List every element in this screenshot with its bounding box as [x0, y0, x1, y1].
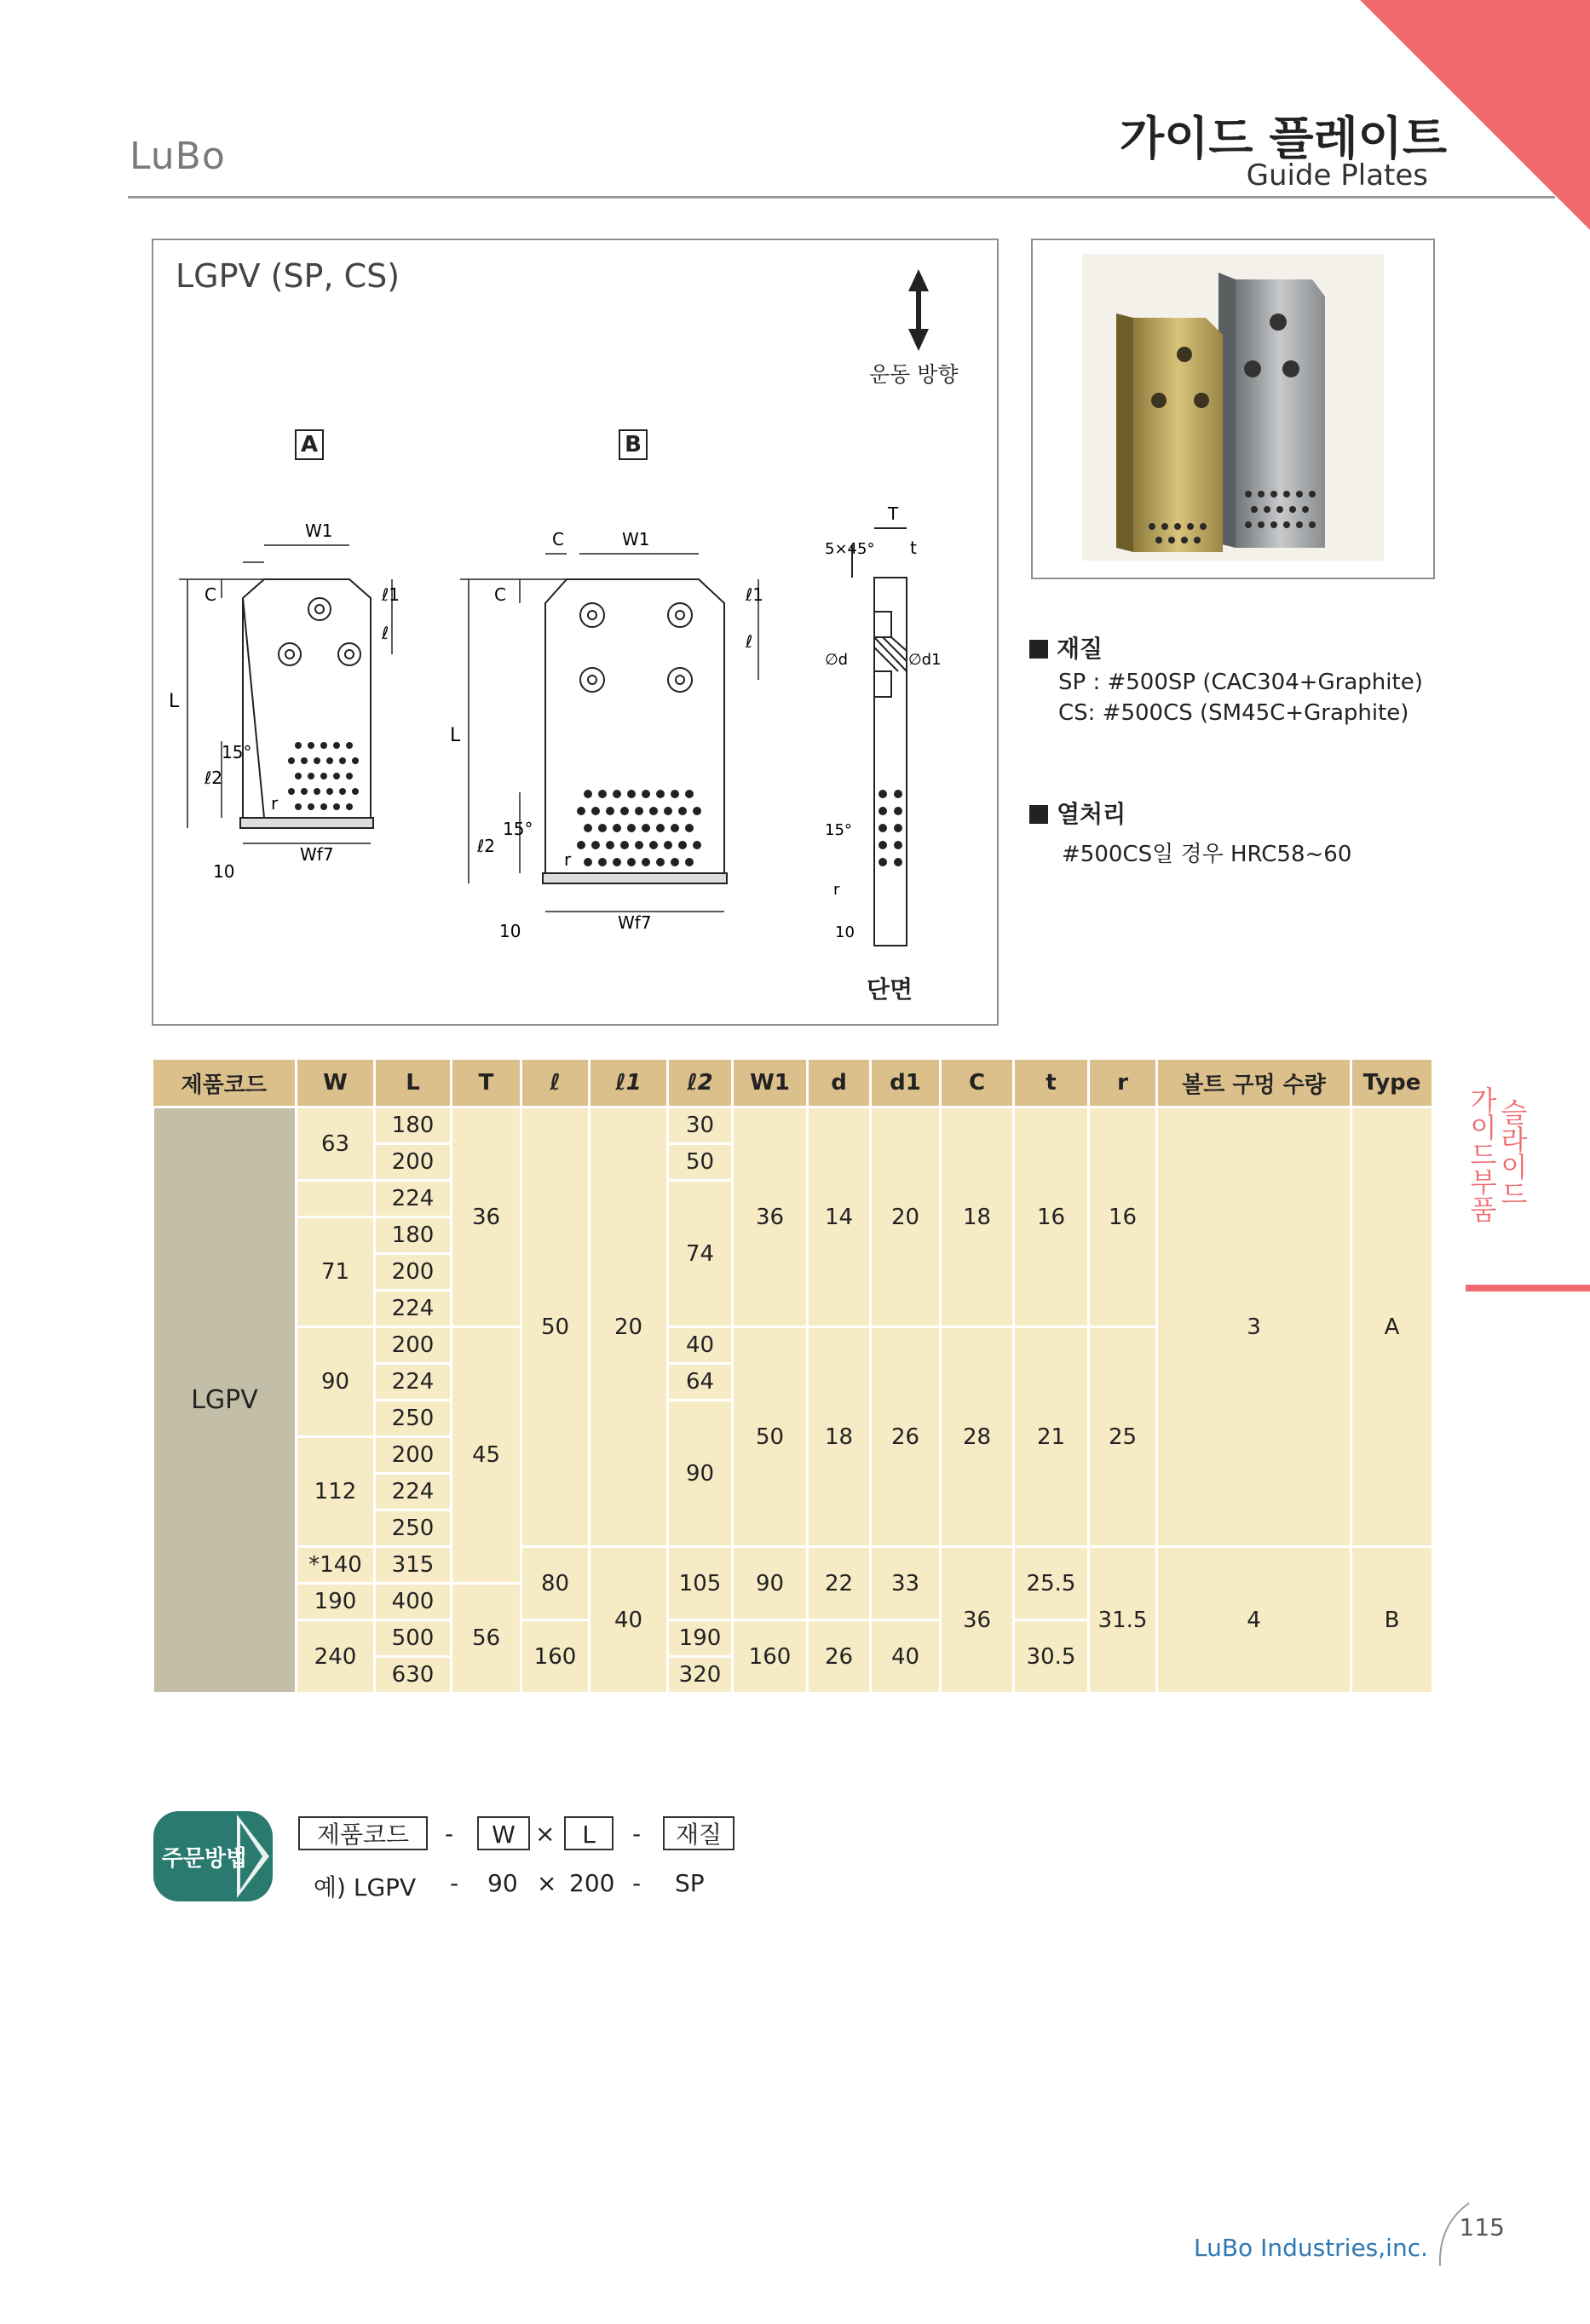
col-header: r [1089, 1060, 1157, 1107]
order-badge [152, 1809, 274, 1903]
cell-bolt: 4 [1157, 1547, 1351, 1694]
cell-ell1: 40 [590, 1547, 668, 1694]
cell-w1: 50 [733, 1327, 808, 1547]
type-a-label: A [295, 429, 324, 460]
cell-l: 180 [375, 1107, 452, 1144]
cell-ell: 160 [521, 1620, 590, 1694]
dim-L-b: L [450, 725, 461, 746]
cell-w-blank [297, 1181, 375, 1217]
motion-arrow-icon [902, 267, 936, 353]
dim-angle-b: 15° [503, 819, 533, 839]
dim-d: ∅d [825, 651, 849, 669]
cell-ell2: 64 [668, 1364, 733, 1401]
drawing-type-a [162, 503, 409, 895]
order-example-w: 90 [487, 1869, 518, 1897]
motion-direction-label: 운동 방향 [869, 362, 959, 387]
drawing-section [818, 494, 942, 954]
cell-ell2: 105 [668, 1547, 733, 1620]
cell-t-small: 16 [1014, 1107, 1089, 1327]
order-times: × [535, 1820, 556, 1848]
drawing-title: LGPV (SP, CS) [176, 257, 400, 295]
order-dash: - [632, 1820, 642, 1848]
logo: LuBo [130, 135, 226, 178]
table-row [153, 1107, 1433, 1144]
spec-table [152, 1060, 1434, 1694]
cell-type: B [1351, 1547, 1433, 1694]
cell-l: 224 [375, 1474, 452, 1510]
cell-l: 224 [375, 1364, 452, 1401]
cell-l: 224 [375, 1291, 452, 1327]
heat-line: #500CS일 경우 HRC58~60 [1062, 842, 1352, 867]
order-example-dash: - [632, 1869, 642, 1897]
dim-r-a: r [271, 793, 279, 814]
cell-l: 630 [375, 1657, 452, 1694]
cell-d: 14 [808, 1107, 871, 1327]
order-example-times: × [537, 1869, 557, 1897]
dim-angle-s: 15° [825, 821, 852, 839]
dim-r-b: r [564, 849, 572, 870]
cell-ell1: 20 [590, 1107, 668, 1547]
dim-l2-b: ℓ2 [477, 836, 495, 856]
order-w-box: W [477, 1816, 530, 1850]
cell-r: 31.5 [1089, 1547, 1157, 1694]
cell-d: 18 [808, 1327, 871, 1547]
order-example-material: SP [675, 1869, 705, 1897]
cell-t-small: 21 [1014, 1327, 1089, 1547]
cell-ell2: 320 [668, 1657, 733, 1694]
side-tab-slide: 슬 라 이 드 [1501, 1096, 1528, 1211]
cell-t: 56 [452, 1584, 521, 1694]
cell-d: 26 [808, 1620, 871, 1694]
page-number: 115 [1459, 2213, 1505, 2241]
cell-l: 200 [375, 1144, 452, 1181]
cell-l: 315 [375, 1547, 452, 1584]
side-tab-guide-parts: 가 이 드 부 품 [1470, 1084, 1497, 1226]
side-tab-bar [1466, 1285, 1590, 1291]
dim-l1-b: ℓ1 [746, 584, 763, 605]
col-header: W [297, 1060, 375, 1107]
table-header-row [153, 1060, 1433, 1107]
cell-w: 90 [297, 1327, 375, 1437]
cell-w1: 36 [733, 1107, 808, 1327]
dim-l1-a: ℓ1 [382, 584, 400, 605]
dim-wf7-a: Wf7 [300, 844, 334, 865]
dim-t-small: t [910, 538, 917, 558]
cell-type: A [1351, 1107, 1433, 1547]
cell-ell2: 40 [668, 1327, 733, 1364]
col-header: ℓ1 [590, 1060, 668, 1107]
dim-10-b: 10 [499, 921, 521, 941]
type-b-label: B [619, 429, 648, 460]
dim-w1-a: W1 [305, 521, 333, 541]
cell-c: 18 [941, 1107, 1014, 1327]
page-title: 가이드 플레이트 [1120, 112, 1447, 165]
cell-w: 63 [297, 1107, 375, 1181]
material-line-sp: SP : #500SP (CAC304+Graphite) [1058, 670, 1423, 695]
drawing-type-b [443, 520, 784, 946]
dim-w1-b: W1 [622, 529, 650, 549]
cell-t: 45 [452, 1327, 521, 1584]
cell-t-small: 30.5 [1014, 1620, 1089, 1694]
cell-l: 250 [375, 1510, 452, 1547]
bullet-square-icon [1029, 805, 1048, 824]
col-header: 볼트 구멍 수량 [1157, 1060, 1351, 1107]
dim-chamfer: 5×45° [825, 540, 875, 558]
col-header: 제품코드 [153, 1060, 297, 1107]
product-photo [1082, 254, 1384, 561]
material-line-cs: CS: #500CS (SM45C+Graphite) [1058, 700, 1409, 726]
cell-l: 224 [375, 1181, 452, 1217]
cell-ell2: 74 [668, 1181, 733, 1327]
footer-company: LuBo Industries,inc. [1193, 2234, 1428, 2262]
cell-t: 36 [452, 1107, 521, 1327]
table-row [153, 1547, 1433, 1584]
cell-w: 190 [297, 1584, 375, 1620]
cell-ell2: 30 [668, 1107, 733, 1144]
cell-ell2: 90 [668, 1401, 733, 1547]
cell-d: 22 [808, 1547, 871, 1620]
cell-c: 28 [941, 1327, 1014, 1547]
page-subtitle: Guide Plates [1246, 158, 1428, 193]
order-code-box: 제품코드 [298, 1816, 428, 1850]
col-header: t [1014, 1060, 1089, 1107]
cell-l: 500 [375, 1620, 452, 1657]
product-code-cell: LGPV [153, 1107, 297, 1694]
order-example-dash: - [450, 1869, 459, 1897]
order-badge-label: 주문방법 [161, 1846, 248, 1872]
material-heading: 재질 [1029, 630, 1103, 664]
cell-w: 71 [297, 1217, 375, 1327]
col-header: L [375, 1060, 452, 1107]
col-header: ℓ [521, 1060, 590, 1107]
dim-d1: ∅d1 [908, 651, 942, 669]
cell-w1: 160 [733, 1620, 808, 1694]
order-l-box: L [564, 1816, 614, 1850]
dim-l2-a: ℓ2 [205, 768, 222, 788]
col-header: d1 [871, 1060, 941, 1107]
cell-l: 200 [375, 1437, 452, 1474]
dim-l-b: ℓ [746, 631, 753, 652]
col-header: Type [1351, 1060, 1433, 1107]
dim-c-a: C [205, 584, 216, 605]
col-header: T [452, 1060, 521, 1107]
order-material-box: 재질 [663, 1816, 735, 1850]
dim-T: T [888, 503, 899, 524]
dim-wf7-b: Wf7 [618, 912, 652, 933]
dim-c-b: C [494, 584, 506, 605]
cell-c: 36 [941, 1547, 1014, 1694]
heat-heading: 열처리 [1029, 796, 1126, 830]
cell-d1: 26 [871, 1327, 941, 1547]
cell-d1: 33 [871, 1547, 941, 1620]
cell-ell2: 190 [668, 1620, 733, 1657]
dim-c-top-b: C [552, 529, 564, 549]
cell-d1: 40 [871, 1620, 941, 1694]
bullet-square-icon [1029, 640, 1048, 659]
cell-l: 200 [375, 1254, 452, 1291]
dim-10-s: 10 [835, 923, 855, 941]
cell-l: 180 [375, 1217, 452, 1254]
cell-ell2: 50 [668, 1144, 733, 1181]
section-label: 단면 [867, 975, 913, 1004]
cell-r: 16 [1089, 1107, 1157, 1327]
col-header: W1 [733, 1060, 808, 1107]
col-header: ℓ2 [668, 1060, 733, 1107]
dim-L-a: L [169, 691, 180, 712]
dim-10-a: 10 [213, 861, 235, 882]
cell-w: 112 [297, 1437, 375, 1547]
order-example-l: 200 [569, 1869, 615, 1897]
cell-l: 200 [375, 1327, 452, 1364]
cell-w1: 90 [733, 1547, 808, 1620]
order-dash: - [445, 1820, 454, 1848]
cell-l: 250 [375, 1401, 452, 1437]
cell-bolt: 3 [1157, 1107, 1351, 1547]
dim-r-s: r [833, 881, 840, 899]
dim-angle-a: 15° [222, 742, 252, 762]
cell-ell: 80 [521, 1547, 590, 1620]
order-example-code: 예) LGPV [314, 1873, 417, 1901]
cell-t-small: 25.5 [1014, 1547, 1089, 1620]
header-divider [128, 196, 1555, 198]
col-header: d [808, 1060, 871, 1107]
col-header: C [941, 1060, 1014, 1107]
cell-w: *140 [297, 1547, 375, 1584]
cell-l: 400 [375, 1584, 452, 1620]
cell-w: 240 [297, 1620, 375, 1694]
cell-r: 25 [1089, 1327, 1157, 1547]
cell-d1: 20 [871, 1107, 941, 1327]
cell-ell: 50 [521, 1107, 590, 1547]
dim-l-a: ℓ [382, 623, 389, 643]
